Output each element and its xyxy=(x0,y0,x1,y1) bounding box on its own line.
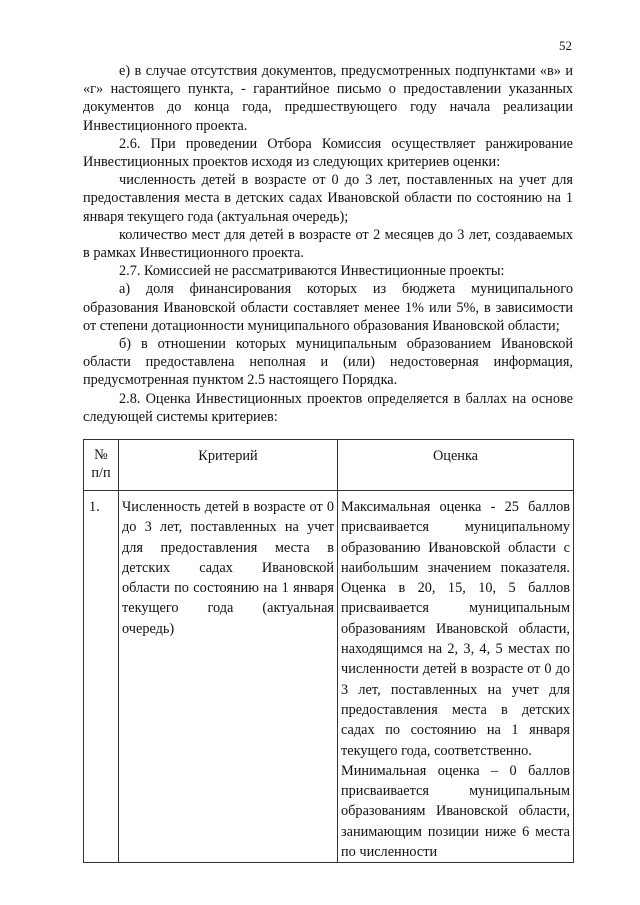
body-text xyxy=(83,62,573,426)
header-criterion: Критерий xyxy=(119,440,338,491)
paragraph-criterion-places-count: количество мест для детей в возрасте от 2 месяцев до 3 лет, создаваемых в рамках Инвестиционного проекта. xyxy=(83,226,573,262)
paragraph-item-b: б) в отношении которых муниципальным образованием Ивановской области предоставлена неполная и (или) недостоверная информация, предусмотренная пунктом 2.5 настоящего Порядка. xyxy=(83,336,573,389)
header-evaluation: Оценка xyxy=(338,440,574,491)
table-row xyxy=(84,491,574,863)
header-number-sign: № xyxy=(94,447,108,463)
header-number-abbr: п/п xyxy=(91,465,111,481)
paragraph-2-6: 2.6. При проведении Отбора Комиссия осуществляет ранжирование Инвестиционных проектов исходя из следующих критериев оценки: xyxy=(83,135,573,171)
evaluation-max: Максимальная оценка - 25 баллов присваивается муниципальному образованию Ивановской области с наибольшим значением показателя. Оценка в 20, 15, 10, 5 баллов присваивается муниципальным образованиям Ивановской области, находящимся на 2, 3, 4, 5 местах по численности детей в возрасте от 0 до 3 лет, поставленных на учет для предоставления места в детских садах по состоянию на 1 января текущего года, соответственно. xyxy=(341,499,570,759)
paragraph-2-7: 2.7. Комиссией не рассматриваются Инвестиционные проекты: xyxy=(119,263,505,280)
criteria-table xyxy=(83,439,574,863)
table-header-row xyxy=(84,440,574,491)
row-evaluation xyxy=(338,491,574,863)
paragraph-item-e: е) в случае отсутствия документов, предусмотренных подпунктами «в» и «г» настоящего пункта, - гарантийное письмо о предоставлении указанных документов до конца года, предшествующего году начала реализации Инвестиционного проекта. xyxy=(83,63,573,134)
row-criterion: Численность детей в возрасте от 0 до 3 лет, поставленных на учет для предоставления места в детских садах Ивановской области по состоянию на 1 января текущего года (актуальная очередь) xyxy=(119,491,338,863)
paragraph-criterion-children-count: численность детей в возрасте от 0 до 3 лет, поставленных на учет для предоставления места в детских садах Ивановской области по состоянию на 1 января текущего года (актуальная очередь); xyxy=(83,172,573,225)
row-number: 1. xyxy=(84,491,119,863)
evaluation-min: Минимальная оценка – 0 баллов присваивается муниципальным образованиям Ивановской области, занимающим позиции ниже 6 места по численности xyxy=(341,762,570,861)
paragraph-item-a: а) доля финансирования которых из бюджета муниципального образования Ивановской области составляет менее 1% или 5%, в зависимости от степени дотационности муниципального образования Ивановской области; xyxy=(83,281,573,334)
header-number xyxy=(84,440,119,491)
page-number: 52 xyxy=(559,38,572,53)
paragraph-2-8: 2.8. Оценка Инвестиционных проектов определяется в баллах на основе следующей системы критериев: xyxy=(83,390,573,425)
